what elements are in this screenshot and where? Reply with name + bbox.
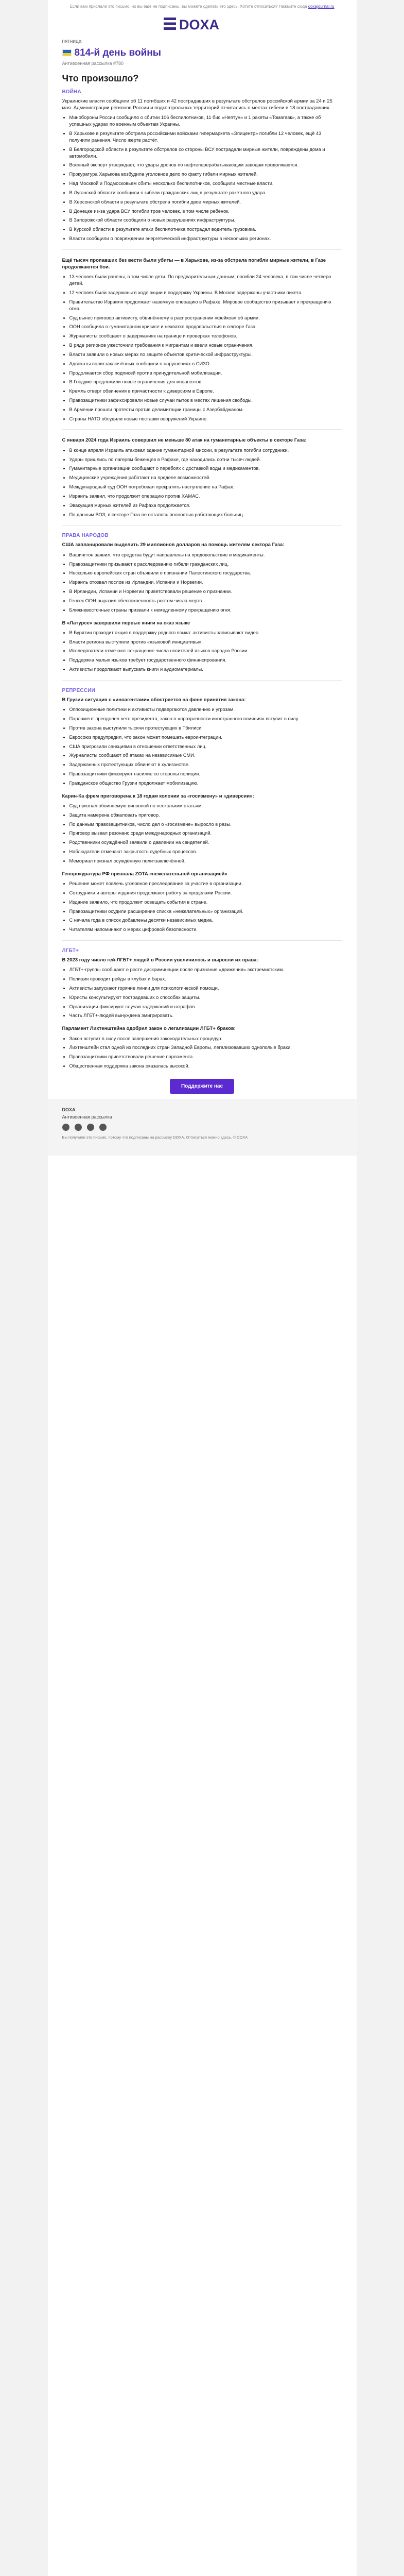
block4-lead: В «Латурсе» завершили первые книги на сказ языке — [62, 620, 190, 626]
list-item: • ООН сообщила о гуманитарном кризисе и нехватке продовольствия в секторе Газа. — [69, 324, 342, 330]
repression-lead: В Грузии ситуация с «иноагентами» обостряется на фоне принятия закона: — [62, 697, 246, 703]
block7-lead: Парламент Лихтенштейна одобрил закон о легализации ЛГБТ+ браков: — [62, 1026, 236, 1032]
war-lead: Украинские власти сообщили об 11 погибших и 42 пострадавших в результате обстрелов российской армии за 24 и 25 мая. Администрации регионов России и подконтрольных территорий отчитались о местах гибели в 18 пострадавших. — [62, 98, 332, 111]
list-item: • Против закона выступили тысячи протестующих в Тбилиси. — [69, 725, 342, 732]
list-item: • США пригрозили санкциями в отношении ответственных лиц. — [69, 743, 342, 750]
list-item: • В ряде регионов ужесточили требования к мигрантам и ввели новые ограничения. — [69, 342, 342, 349]
rights-lead: США запланировали выделить 29 миллионов долларов на помощь жителям сектора Газа: — [62, 542, 285, 548]
footer-line: Антивоенная рассылка — [62, 1114, 112, 1120]
list-item: • Юристы консультируют пострадавших о способах защиты. — [69, 994, 342, 1001]
list-item: • Правительство Израиля продолжает наземную операцию в Рафахе. Мировое сообщество призывает к прекращению огня. — [69, 299, 342, 312]
list-item: • Эвакуация мирных жителей из Рафаха продолжается. — [69, 502, 342, 509]
list-item: • Правозащитники приветствовали решение парламента. — [69, 1054, 342, 1060]
war-label: ВОЙНА — [62, 89, 81, 95]
block2-lead: Ещё тысяч пропавших без вести были убиты — в Харькове, из-за обстрела погибли мирные жители, в Газе продолжаются бои. — [62, 257, 326, 270]
list-item: • Журналисты сообщают о задержаниях на границе и проверках телефонов. — [69, 333, 342, 340]
list-item: • Военный эксперт утверждает, что удары дронов по нефтеперерабатывающим заводам продолжаются. — [69, 162, 342, 168]
list-item: • Над Москвой и Подмосковьем сбиты несколько беспилотников, сообщили местные власти. — [69, 180, 342, 187]
list-item: • Поддержка малых языков требует государственного финансирования. — [69, 657, 342, 664]
list-item: • Правозащитники призывают к расследованию гибели гражданских лиц. — [69, 561, 342, 568]
list-item: • Задержанных протестующих обвиняют в хулиганстве. — [69, 761, 342, 768]
list-item: • В Армении прошли протесты против делимитации границы с Азербайджаном. — [69, 406, 342, 413]
list-item: • Евросоюз предупредил, что закон может помешать евроинтеграции. — [69, 734, 342, 741]
list-item: • Гражданское общество Грузии продолжает мобилизацию. — [69, 780, 342, 787]
block4-bullets — [62, 630, 342, 673]
youtube-icon[interactable] — [99, 1124, 107, 1131]
divider — [62, 429, 342, 430]
list-item: • В Луганской области сообщили о гибели гражданских лиц в результате ракетного удара. — [69, 190, 342, 196]
list-item: • Адвокаты политзаключённых сообщили о нарушениях в СИЗО. — [69, 361, 342, 367]
block6-bullets — [62, 880, 342, 933]
issue-header — [48, 39, 357, 66]
block3-lead: С января 2024 года Израиль совершил не меньше 80 атак на гуманитарные объекты в секторе Газа: — [62, 437, 307, 444]
telegram-icon[interactable] — [62, 1124, 69, 1131]
lgbt-label: ЛГБТ+ — [62, 948, 79, 954]
list-item: • По данным ВОЗ, в секторе Газа не осталось полностью работающих больниц. — [69, 512, 342, 518]
what-happened-title: Что произошло? — [62, 73, 139, 83]
list-item: • Правозащитники фиксируют насилие со стороны полиции. — [69, 771, 342, 777]
list-item: • Гуманитарные организации сообщают о перебоях с доставкой воды и медикаментов. — [69, 465, 342, 472]
footer-brand: DOXA — [62, 1107, 76, 1112]
list-item: • Журналисты сообщают об атаках на независимые СМИ. — [69, 752, 342, 759]
block5-lead: Карин-Ка фрем приговорена к 18 годам колонии за «госизмену» и «диверсии»: — [62, 793, 254, 799]
logo-text: DOXA — [179, 16, 219, 31]
list-item: • Страны НАТО обсудили новые поставки вооружений Украине. — [69, 416, 342, 422]
list-item: • Активисты запускают горячие линии для психологической помощи. — [69, 985, 342, 992]
issue-title — [62, 47, 342, 59]
divider — [62, 940, 342, 941]
list-item: • Издание заявило, что продолжит освещать события в стране. — [69, 899, 342, 906]
block3-bullets — [62, 447, 342, 518]
list-item: • Правозащитники зафиксировали новые случаи пыток в местах лишения свободы. — [69, 397, 342, 404]
list-item: • Удары пришлись по лагерям беженцев в Рафахе, где находились сотни тысяч людей. — [69, 456, 342, 463]
list-item: • Медицинские учреждения работают на пределе возможностей. — [69, 474, 342, 481]
repression-bullets — [62, 706, 342, 786]
logo[interactable] — [48, 12, 357, 38]
list-item: • Лихтенштейн стал одной из последних стран Западной Европы, легализовавших однополые браки. — [69, 1044, 342, 1051]
list-item: • Суд вынес приговор активисту, обвинённому в распространении «фейков» об армии. — [69, 315, 342, 321]
donate-box — [62, 1074, 342, 1099]
doxa-logo-icon — [164, 16, 241, 31]
list-item: • С начала года в список добавлены десятки независимых медиа. — [69, 917, 342, 924]
list-item: • Израиль заявил, что продолжит операцию против ХАМАС. — [69, 493, 342, 500]
list-item: • Международный суд ООН потребовал прекратить наступление на Рафах. — [69, 484, 342, 490]
list-item: • Закон вступит в силу после завершения законодательных процедур. — [69, 1036, 342, 1042]
list-item: • В Херсонской области в результате обстрела погибли двое мирных жителей. — [69, 199, 342, 206]
footer — [48, 1099, 357, 1156]
list-item: • Минобороны России сообщило о сбитии 106 беспилотников, 11 бис «Нептун» и 1 ракеты «Томагавк», а также об успешных ударах по военным объектам Украины. — [69, 114, 342, 128]
block5-bullets — [62, 803, 342, 865]
list-item: • Оппозиционные политики и активисты подвергаются давлению и угрозам. — [69, 706, 342, 713]
issue-number: Антивоенная рассылка #780 — [62, 60, 124, 66]
list-item: • Защита намерена обжаловать приговор. — [69, 812, 342, 819]
list-item: • Суд признал обвиняемую виновной по нескольким статьям. — [69, 803, 342, 809]
list-item: • Несколько европейских стран объявили о признании Палестинского государства. — [69, 570, 342, 577]
list-item: • 13 человек были ранены, в том числе дети. По предварительным данным, погибли 24 человека, в том числе четверо детей. — [69, 274, 342, 287]
lgbt-lead: В 2023 году число гей-ЛГБТ+ людей в России увеличилось и выросли их права: — [62, 957, 258, 963]
list-item: • Прокуратура Харькова возбудила уголовное дело по факту гибели мирных жителей. — [69, 171, 342, 178]
list-item: • Власти заявили о новых мерах по защите объектов критической инфраструктуры. — [69, 351, 342, 358]
footer-text: Вы получили это письмо, потому что подписаны на рассылку DOXA. Отписаться можно здесь. © DOXA — [62, 1134, 248, 1140]
divider — [62, 525, 342, 526]
list-item: • 12 человек были задержаны в ходе акции в поддержку Украины. В Москве задержаны участники пикета. — [69, 290, 342, 296]
list-item: • Правозащитники осудили расширение списка «нежелательных» организаций. — [69, 908, 342, 915]
list-item: • Парламент преодолел вето президента, закон о «прозрачности иностранного влияния» вступит в силу. — [69, 716, 342, 722]
instagram-icon[interactable] — [75, 1124, 82, 1131]
list-item: • По данным правозащитников, число дел о «госизмене» выросло в разы. — [69, 821, 342, 828]
list-item: • Общественная поддержка закона оказалась высокой. — [69, 1063, 342, 1070]
rights-label: ПРАВА НАРОДОВ — [62, 533, 109, 539]
list-item: • В Ирландии, Испании и Норвегии приветствовали решение о признании. — [69, 588, 342, 595]
list-item: • Приговор вызвал резонанс среди международных организаций. — [69, 830, 342, 837]
list-item: • В Харькове в результате обстрела российскими войсками гипермаркета «Эпицентр» погибли 12 человек, ещё 43 получили ранения. Число жертв растёт. — [69, 130, 342, 144]
divider — [62, 249, 342, 250]
top-notice-text: Если вам прислали это письмо, но вы ещё не подписаны, вы можете сделать это здесь. Хотите отписаться? Нажмите сюда — [69, 4, 307, 9]
lgbt-bullets — [62, 967, 342, 1019]
list-item: • Активисты продолжают выпускать книги и аудиоматериалы. — [69, 666, 342, 673]
list-item: • Ближневосточные страны призвали к немедленному прекращению огня. — [69, 607, 342, 614]
list-item: • Решение может повлечь уголовное преследование за участие в организации. — [69, 880, 342, 887]
block6-lead: Генпрокуратура РФ признала ZOTA «нежелательной организацией» — [62, 871, 227, 877]
ukraine-flag-icon — [62, 49, 72, 56]
list-item: • В Запорожской области сообщили о новых разрушениях инфраструктуры. — [69, 217, 342, 224]
repression-label: РЕПРЕССИИ — [62, 687, 95, 693]
list-item: • В конце апреля Израиль атаковал здание гуманитарной миссии, в результате погибли сотрудники. — [69, 447, 342, 454]
list-item: • В Госдуме предложили новые ограничения для иноагентов. — [69, 379, 342, 385]
list-item: • В Белгородской области в результате обстрелов со стороны ВСУ пострадали мирные жители, повреждены дома и автомобили. — [69, 146, 342, 160]
issue-tag: пятница — [62, 38, 82, 44]
list-item: • Полиция проводит рейды в клубах и барах. — [69, 976, 342, 982]
top-notice-link[interactable]: doxajournal.ru — [308, 4, 335, 9]
block2-bullets — [62, 274, 342, 422]
list-item: • В Бурятии проходит акция в поддержку родного языка: активисты записывают видео. — [69, 630, 342, 636]
list-item: • Власти сообщили о повреждении энергетической инфраструктуры в нескольких регионах. — [69, 235, 342, 242]
list-item: • Мемориал признал осуждённую политзаключённой. — [69, 858, 342, 865]
list-item: • Организации фиксируют случаи задержаний и штрафов. — [69, 1004, 342, 1010]
list-item: • ЛГБТ+-группы сообщают о росте дискриминации после признания «движения» экстремистским. — [69, 967, 342, 973]
list-item: • Вашингтон заявил, что средства будут направлены на продовольствие и медикаменты. — [69, 552, 342, 558]
divider — [62, 680, 342, 681]
list-item: • Кремль отверг обвинения в причастности к диверсиям в Европе. — [69, 388, 342, 395]
footer-social — [62, 1124, 342, 1131]
list-item: • Власти региона выступили против «языковой инициативы». — [69, 639, 342, 646]
list-item: • В Курской области в результате атаки беспилотника пострадал водитель грузовика. — [69, 226, 342, 233]
list-item: • Исследователи отмечают сокращение числа носителей языков народов России. — [69, 648, 342, 654]
list-item: • Родственники осуждённой заявили о давлении на свидетелей. — [69, 839, 342, 846]
list-item: • В Донецке из-за удара ВСУ погибли трое человек, в том числе ребёнок. — [69, 208, 342, 215]
list-item: • Сотрудники и авторы издания продолжают работу за пределами России. — [69, 890, 342, 896]
email-container — [48, 0, 357, 2576]
issue-title-text: 814-й день войны — [74, 47, 161, 58]
list-item: • Читателям напоминают о мерах цифровой безопасности. — [69, 926, 342, 933]
list-item: • Продолжается сбор подписей против принудительной мобилизации. — [69, 370, 342, 377]
top-notice — [48, 0, 357, 12]
list-item: • Наблюдатели отмечают закрытость судебных процессов. — [69, 849, 342, 855]
donate-button[interactable]: Поддержите нас — [170, 1079, 234, 1094]
block7-bullets — [62, 1036, 342, 1070]
rights-bullets — [62, 552, 342, 614]
list-item: • Израиль отозвал послов из Ирландии, Испании и Норвегии. — [69, 579, 342, 586]
section-what-happened — [48, 73, 357, 1099]
list-item: • Генсек ООН выразил обеспокоенность ростом числа жертв. — [69, 598, 342, 604]
war-bullets — [62, 114, 342, 242]
twitter-icon[interactable] — [87, 1124, 94, 1131]
list-item: • Часть ЛГБТ+-людей вынуждена эмигрировать. — [69, 1012, 342, 1019]
